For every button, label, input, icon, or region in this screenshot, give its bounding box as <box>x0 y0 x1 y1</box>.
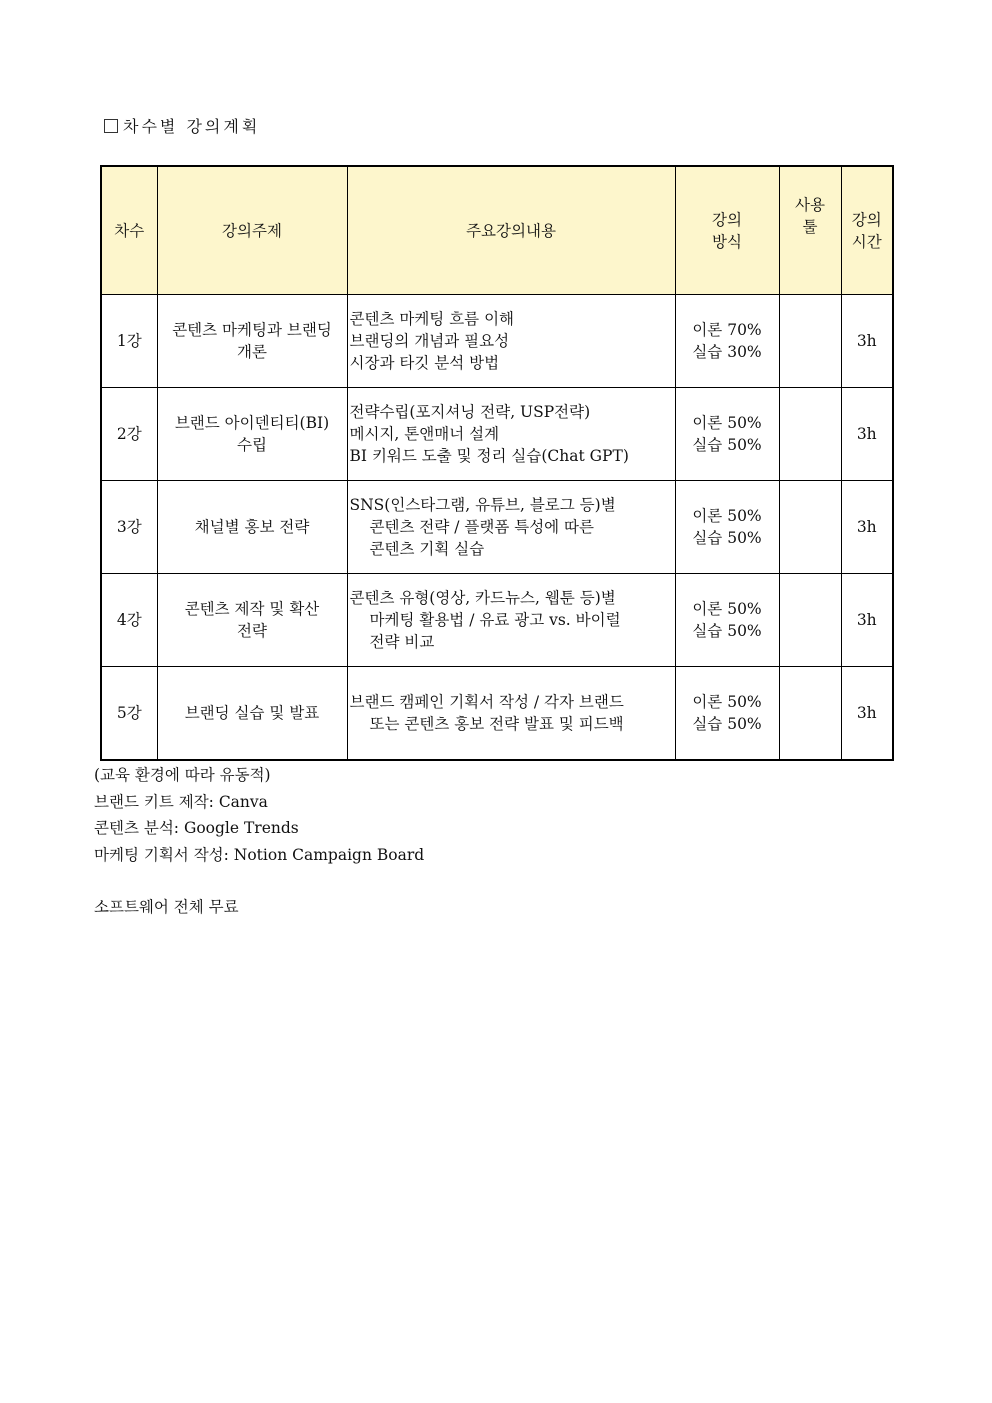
header-tool-line: 툴 <box>802 218 818 236</box>
content-line: 마케팅 활용법 / 유료 광고 vs. 바이럴 <box>369 611 621 629</box>
topic-line: 채널별 홍보 전략 <box>194 518 310 536</box>
session-cell: 3강 <box>101 481 157 574</box>
session-cell: 5강 <box>101 667 157 761</box>
content-cell <box>347 667 675 761</box>
content-line: 콘텐츠 유형(영상, 카드뉴스, 웹툰 등)별 <box>349 589 616 607</box>
header-time-line: 시간 <box>851 232 882 251</box>
topic-line: 브랜딩 실습 및 발표 <box>184 704 320 722</box>
note-brand-kit: 브랜드 키트 제작: Canva <box>94 792 268 811</box>
header-time-line: 강의 <box>851 210 882 229</box>
table-row <box>101 388 893 481</box>
time-cell: 3h <box>841 295 893 388</box>
content-line: 콘텐츠 전략 / 플랫폼 특성에 따른 <box>369 518 595 536</box>
header-content: 주요강의내용 <box>347 166 675 295</box>
tool-cell <box>779 574 841 667</box>
content-cell <box>347 388 675 481</box>
topic-cell <box>157 574 347 667</box>
table-row <box>101 295 893 388</box>
tool-cell <box>779 388 841 481</box>
note-flexible: (교육 환경에 따라 유동적) <box>94 766 271 784</box>
table-body <box>101 295 893 761</box>
method-line: 이론 50% <box>692 414 762 432</box>
time-cell: 3h <box>841 481 893 574</box>
content-line: 또는 콘텐츠 홍보 전략 발표 및 피드백 <box>369 715 624 733</box>
method-line: 실습 50% <box>692 622 762 640</box>
method-cell <box>675 481 779 574</box>
note-marketing-plan: 마케팅 기획서 작성: Notion Campaign Board <box>94 845 425 864</box>
checkbox-square-icon <box>104 119 118 133</box>
method-line: 실습 30% <box>692 343 762 361</box>
header-time <box>841 166 893 295</box>
session-cell: 2강 <box>101 388 157 481</box>
content-line: 시장과 타깃 분석 방법 <box>349 354 500 372</box>
content-line: SNS(인스타그램, 유튜브, 블로그 등)별 <box>349 496 616 514</box>
time-cell: 3h <box>841 574 893 667</box>
method-line: 실습 50% <box>692 529 762 547</box>
topic-line: 콘텐츠 마케팅과 브랜딩 <box>172 321 332 339</box>
content-line: 콘텐츠 마케팅 흐름 이해 <box>349 310 515 328</box>
content-cell <box>347 481 675 574</box>
header-method-line: 강의 <box>712 210 742 229</box>
content-line: 전략수립(포지셔닝 전략, USP전략) <box>349 403 591 421</box>
method-cell <box>675 667 779 761</box>
table-row <box>101 667 893 761</box>
notes-section <box>94 762 424 921</box>
time-cell: 3h <box>841 388 893 481</box>
tool-cell <box>779 295 841 388</box>
content-cell <box>347 574 675 667</box>
topic-line: 수립 <box>237 436 267 454</box>
method-line: 이론 50% <box>692 600 762 618</box>
header-topic: 강의주제 <box>157 166 347 295</box>
topic-line: 브랜드 아이덴티티(BI) <box>174 414 330 432</box>
content-cell <box>347 295 675 388</box>
header-tool <box>779 166 841 295</box>
content-line: BI 키워드 도출 및 정리 실습(Chat GPT) <box>349 447 629 465</box>
note-content-analysis: 콘텐츠 분석: Google Trends <box>94 819 299 837</box>
header-session: 차수 <box>101 166 157 295</box>
note-software-free: 소프트웨어 전체 무료 <box>94 898 239 916</box>
header-tool-line: 사용 <box>795 196 825 214</box>
content-line: 전략 비교 <box>369 633 435 651</box>
header-method <box>675 166 779 295</box>
section-title-text: 차수별 강의계획 <box>123 117 261 136</box>
method-cell <box>675 574 779 667</box>
topic-cell <box>157 295 347 388</box>
section-title <box>104 114 260 137</box>
table-row <box>101 481 893 574</box>
topic-cell <box>157 388 347 481</box>
header-method-line: 방식 <box>712 232 742 251</box>
time-cell: 3h <box>841 667 893 761</box>
content-line: 메시지, 톤앤매너 설계 <box>349 425 500 443</box>
method-line: 이론 70% <box>692 321 762 339</box>
table-header-row <box>101 166 893 295</box>
method-line: 실습 50% <box>692 436 762 454</box>
table-row <box>101 574 893 667</box>
topic-cell <box>157 481 347 574</box>
lecture-plan-table <box>100 165 894 761</box>
method-line: 이론 50% <box>692 693 762 711</box>
content-line: 브랜딩의 개념과 필요성 <box>349 332 510 350</box>
topic-line: 전략 <box>237 622 267 640</box>
tool-cell <box>779 667 841 761</box>
tool-cell <box>779 481 841 574</box>
content-line: 브랜드 캠페인 기획서 작성 / 각자 브랜드 <box>349 693 624 711</box>
method-line: 이론 50% <box>692 507 762 525</box>
method-cell <box>675 388 779 481</box>
topic-cell <box>157 667 347 761</box>
method-line: 실습 50% <box>692 715 762 733</box>
method-cell <box>675 295 779 388</box>
content-line: 콘텐츠 기획 실습 <box>369 540 485 558</box>
topic-line: 개론 <box>237 343 267 361</box>
session-cell: 4강 <box>101 574 157 667</box>
session-cell: 1강 <box>101 295 157 388</box>
topic-line: 콘텐츠 제작 및 확산 <box>184 600 320 618</box>
